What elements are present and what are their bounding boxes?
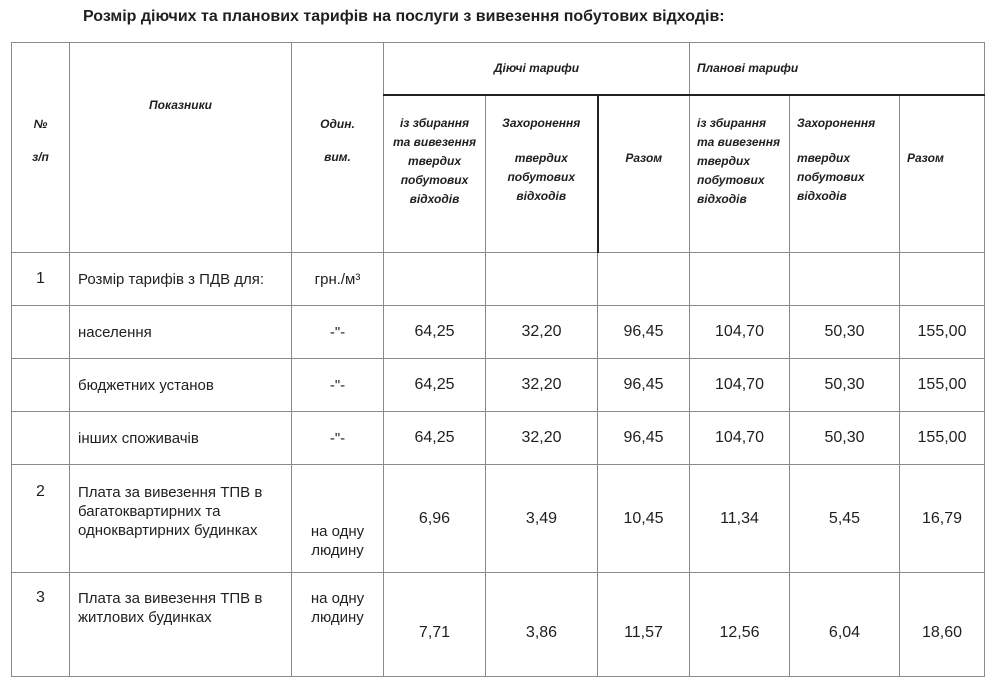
row-unit bbox=[292, 465, 384, 573]
hdr-text: відходів bbox=[516, 188, 567, 203]
hdr-text: із збирання bbox=[697, 115, 767, 130]
hdr-text: Захоронення bbox=[502, 115, 581, 130]
value-cell: 104,70 bbox=[690, 412, 790, 465]
value-cell: 32,20 bbox=[486, 412, 598, 465]
value-cell: 104,70 bbox=[690, 359, 790, 412]
row-unit: -"- bbox=[292, 412, 384, 465]
value-cell: 6,96 bbox=[384, 465, 486, 573]
row-number: 2 bbox=[12, 465, 70, 573]
value-cell bbox=[598, 253, 690, 306]
hdr-text: відходів bbox=[797, 188, 847, 203]
table-row bbox=[12, 359, 985, 412]
value-cell: 32,20 bbox=[486, 359, 598, 412]
value-cell: 18,60 bbox=[900, 573, 985, 677]
value-cell: 155,00 bbox=[900, 306, 985, 359]
row-name-line: Плата за вивезення ТПВ в bbox=[78, 590, 263, 607]
hdr-text: побутових bbox=[507, 169, 576, 184]
hdr-text: побутових bbox=[797, 169, 865, 184]
header-indicators: Показники bbox=[70, 43, 292, 253]
table-row bbox=[12, 412, 985, 465]
row-name: інших споживачів bbox=[70, 412, 292, 465]
header-planned-collection bbox=[690, 95, 790, 253]
row-unit bbox=[292, 573, 384, 677]
value-cell: 3,86 bbox=[486, 573, 598, 677]
hdr-text: твердих bbox=[514, 150, 568, 165]
table-row bbox=[12, 465, 985, 573]
value-cell: 96,45 bbox=[598, 412, 690, 465]
header-num bbox=[12, 43, 70, 253]
table-row bbox=[12, 253, 985, 306]
value-cell: 104,70 bbox=[690, 306, 790, 359]
row-name-line: житлових будинках bbox=[78, 609, 212, 626]
value-cell bbox=[690, 253, 790, 306]
value-cell: 6,04 bbox=[790, 573, 900, 677]
value-cell: 96,45 bbox=[598, 359, 690, 412]
value-cell: 155,00 bbox=[900, 412, 985, 465]
row-number: 1 bbox=[12, 253, 70, 306]
header-current-burial bbox=[486, 95, 598, 253]
value-cell: 11,57 bbox=[598, 573, 690, 677]
row-name-line: одноквартирних будинках bbox=[78, 522, 258, 539]
value-cell: 50,30 bbox=[790, 359, 900, 412]
row-unit: -"- bbox=[292, 359, 384, 412]
row-name-line: Плата за вивезення ТПВ в bbox=[78, 484, 263, 501]
row-number bbox=[12, 412, 70, 465]
value-cell bbox=[384, 253, 486, 306]
row-name: Розмір тарифів з ПДВ для: bbox=[70, 253, 292, 306]
header-num-line2: з/п bbox=[32, 149, 49, 164]
row-name bbox=[70, 573, 292, 677]
value-cell: 5,45 bbox=[790, 465, 900, 573]
row-number bbox=[12, 306, 70, 359]
value-cell bbox=[900, 253, 985, 306]
hdr-text: відходів bbox=[409, 191, 460, 206]
row-name: бюджетних установ bbox=[70, 359, 292, 412]
row-unit: -"- bbox=[292, 306, 384, 359]
hdr-text: Захоронення bbox=[797, 115, 876, 130]
header-current-collection bbox=[384, 95, 486, 253]
value-cell: 64,25 bbox=[384, 306, 486, 359]
row-name-line: багатоквартирних та bbox=[78, 503, 221, 520]
value-cell: 50,30 bbox=[790, 306, 900, 359]
header-num-line1: № bbox=[33, 116, 48, 131]
row-unit-line: на одну bbox=[310, 590, 365, 607]
value-cell: 96,45 bbox=[598, 306, 690, 359]
value-cell: 64,25 bbox=[384, 412, 486, 465]
row-unit-line: людину bbox=[311, 541, 364, 559]
page-title: Розмір діючих та планових тарифів на послуги з вивезення побутових відходів: bbox=[83, 8, 725, 25]
value-cell bbox=[790, 253, 900, 306]
hdr-text: із збирання bbox=[399, 115, 470, 130]
hdr-text: твердих bbox=[797, 150, 851, 165]
hdr-text: та вивезення bbox=[392, 134, 477, 149]
value-cell: 16,79 bbox=[900, 465, 985, 573]
value-cell: 155,00 bbox=[900, 359, 985, 412]
table-row bbox=[12, 306, 985, 359]
header-planned-burial bbox=[790, 95, 900, 253]
hdr-text: та вивезення bbox=[697, 134, 781, 149]
row-name: населення bbox=[70, 306, 292, 359]
hdr-text: твердих bbox=[697, 153, 751, 168]
value-cell bbox=[486, 253, 598, 306]
header-row-1 bbox=[12, 43, 985, 95]
row-unit-line: людину bbox=[311, 609, 364, 626]
tariffs-table bbox=[11, 42, 985, 677]
header-planned-tariffs: Планові тарифи bbox=[690, 43, 985, 95]
header-unit-line1: Один. bbox=[320, 116, 355, 131]
row-unit: грн./м³ bbox=[292, 253, 384, 306]
row-number bbox=[12, 359, 70, 412]
header-unit bbox=[292, 43, 384, 253]
value-cell: 32,20 bbox=[486, 306, 598, 359]
value-cell: 7,71 bbox=[384, 573, 486, 677]
header-unit-line2: вим. bbox=[324, 149, 351, 164]
value-cell: 50,30 bbox=[790, 412, 900, 465]
table-row bbox=[12, 573, 985, 677]
header-current-tariffs: Діючі тарифи bbox=[384, 43, 690, 95]
header-current-total: Разом bbox=[598, 95, 690, 253]
value-cell: 10,45 bbox=[598, 465, 690, 573]
header-planned-total: Разом bbox=[900, 95, 985, 253]
hdr-text: відходів bbox=[697, 191, 747, 206]
row-name bbox=[70, 465, 292, 573]
hdr-text: побутових bbox=[697, 172, 765, 187]
value-cell: 3,49 bbox=[486, 465, 598, 573]
value-cell: 64,25 bbox=[384, 359, 486, 412]
hdr-text: побутових bbox=[400, 172, 469, 187]
value-cell: 11,34 bbox=[690, 465, 790, 573]
row-number: 3 bbox=[12, 573, 70, 677]
hdr-text: твердих bbox=[407, 153, 462, 168]
value-cell: 12,56 bbox=[690, 573, 790, 677]
row-unit-line: на одну bbox=[310, 522, 365, 540]
